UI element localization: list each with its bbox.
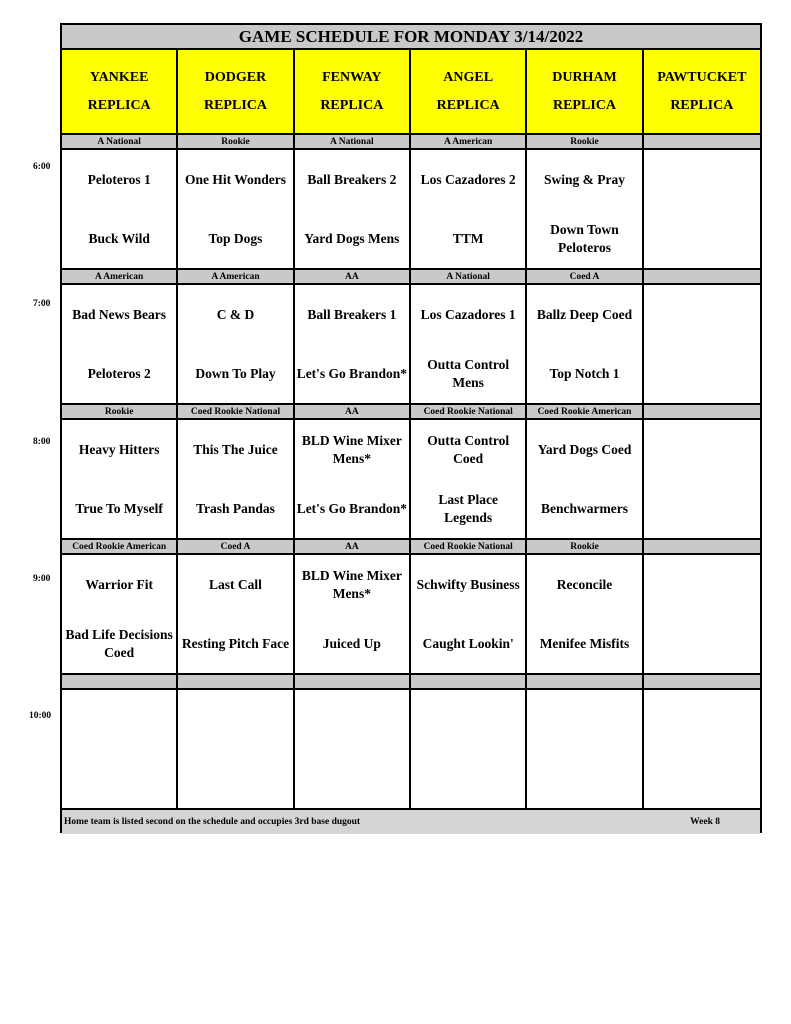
away-team: Yard Dogs Coed [537, 441, 632, 457]
division-label: Coed Rookie American [527, 405, 643, 420]
away-team: Warrior Fit [85, 576, 153, 592]
division-label: A American [411, 135, 527, 150]
game-cell [527, 555, 643, 675]
home-team: Trash Pandas [196, 500, 275, 516]
game-cell [644, 690, 760, 810]
home-team [644, 344, 760, 403]
home-team [644, 209, 760, 268]
game-cell [178, 285, 294, 405]
field-subtitle: REPLICA [203, 97, 267, 113]
home-team: Benchwarmers [541, 500, 628, 516]
away-team: This The Juice [193, 441, 278, 457]
division-label: Rookie [527, 540, 643, 555]
home-team: Bad Life Decisions Coed [65, 626, 173, 660]
footer-note: Home team is listed second on the schedule and occupies 3rd base dugout [64, 817, 361, 827]
field-name: FENWAY [322, 69, 382, 85]
home-team [644, 749, 760, 808]
game-cell [411, 555, 527, 675]
away-team [527, 690, 641, 749]
field-name: ANGEL [443, 69, 494, 85]
schedule-table [60, 23, 762, 833]
field-name: DURHAM [552, 69, 617, 85]
away-team [644, 150, 760, 209]
away-team: BLD Wine Mixer Mens* [301, 567, 402, 601]
field-header [411, 50, 527, 135]
division-label: AA [295, 270, 411, 285]
game-cell [178, 150, 294, 270]
field-header [178, 50, 294, 135]
away-team [411, 690, 525, 749]
away-team: Los Cazadores 1 [420, 306, 516, 322]
away-team: Bad News Bears [72, 306, 167, 322]
division-label [644, 675, 760, 690]
away-team [62, 690, 176, 749]
field-subtitle: REPLICA [320, 97, 384, 113]
division-label [178, 675, 294, 690]
game-cell [411, 150, 527, 270]
division-label: Coed Rookie National [411, 405, 527, 420]
home-team [178, 749, 292, 808]
division-label: Rookie [62, 405, 178, 420]
game-cell [295, 150, 411, 270]
game-cell [295, 420, 411, 540]
division-label [62, 675, 178, 690]
field-subtitle: REPLICA [436, 97, 500, 113]
game-cell [527, 285, 643, 405]
home-team: Peloteros 2 [87, 365, 151, 381]
away-team: Peloteros 1 [87, 171, 151, 187]
away-team: Last Call [209, 576, 262, 592]
game-cell [644, 150, 760, 270]
time-label: 10:00 [29, 711, 52, 721]
game-cell [62, 150, 178, 270]
away-team [295, 690, 409, 749]
home-team: TTM [452, 230, 484, 246]
footer-row [62, 810, 760, 834]
field-subtitle: REPLICA [87, 97, 151, 113]
field-name: YANKEE [89, 69, 149, 85]
division-label [644, 540, 760, 555]
home-team [295, 749, 409, 808]
division-label: Rookie [178, 135, 294, 150]
home-team [644, 614, 760, 673]
home-team: Yard Dogs Mens [304, 230, 400, 246]
time-label: 7:00 [33, 299, 51, 309]
division-label: A American [178, 270, 294, 285]
game-cell [295, 555, 411, 675]
away-team [178, 690, 292, 749]
home-team: Let's Go Brandon* [296, 500, 407, 516]
home-team: Outta Control Mens [427, 356, 510, 390]
game-cell [527, 690, 643, 810]
division-label: Coed Rookie National [411, 540, 527, 555]
field-subtitle: REPLICA [670, 97, 734, 113]
game-cell [644, 420, 760, 540]
division-label: A National [295, 135, 411, 150]
division-label: A American [62, 270, 178, 285]
division-label [644, 135, 760, 150]
division-label [644, 270, 760, 285]
game-cell [178, 420, 294, 540]
division-label: A National [62, 135, 178, 150]
home-team: Let's Go Brandon* [296, 365, 407, 381]
division-label: AA [295, 540, 411, 555]
away-team: BLD Wine Mixer Mens* [301, 432, 402, 466]
game-cell [411, 285, 527, 405]
division-label: A National [411, 270, 527, 285]
away-team: Schwifty Business [416, 576, 520, 592]
home-team: Menifee Misfits [539, 635, 630, 651]
game-cell [295, 285, 411, 405]
game-cell [62, 555, 178, 675]
time-label: 8:00 [33, 437, 51, 447]
home-team [644, 479, 760, 538]
week-label: Week 8 [690, 817, 720, 827]
home-team: Resting Pitch Face [181, 635, 290, 651]
division-label: Coed Rookie American [62, 540, 178, 555]
game-cell [411, 690, 527, 810]
field-header [644, 50, 760, 135]
game-cell [62, 690, 178, 810]
division-label: Coed A [178, 540, 294, 555]
division-label [411, 675, 527, 690]
away-team [644, 690, 760, 749]
division-label [295, 675, 411, 690]
away-team: Ball Breakers 2 [307, 171, 397, 187]
division-label: Coed A [527, 270, 643, 285]
home-team: Last Place Legends [438, 491, 498, 525]
field-name: DODGER [204, 69, 267, 85]
home-team: Buck Wild [88, 230, 150, 246]
division-label: AA [295, 405, 411, 420]
away-team: Reconcile [556, 576, 613, 592]
game-cell [62, 420, 178, 540]
away-team [644, 420, 760, 479]
field-subtitle: REPLICA [552, 97, 616, 113]
home-team [62, 749, 176, 808]
schedule-title: GAME SCHEDULE FOR MONDAY 3/14/2022 [62, 25, 760, 50]
away-team: Heavy Hitters [78, 441, 160, 457]
away-team [644, 285, 760, 344]
home-team: True To Myself [75, 500, 163, 516]
away-team: Los Cazadores 2 [420, 171, 516, 187]
home-team: Down Town Peloteros [550, 221, 619, 255]
away-team: Ballz Deep Coed [536, 306, 633, 322]
home-team [527, 749, 641, 808]
home-team [411, 749, 525, 808]
away-team: Outta Control Coed [427, 432, 510, 466]
time-label: 6:00 [33, 162, 51, 172]
game-cell [295, 690, 411, 810]
field-name: PAWTUCKET [657, 69, 747, 85]
home-team: Top Notch 1 [549, 365, 620, 381]
home-team: Top Dogs [208, 230, 263, 246]
division-label: Rookie [527, 135, 643, 150]
game-cell [644, 285, 760, 405]
division-label: Coed Rookie National [178, 405, 294, 420]
division-label [644, 405, 760, 420]
division-label [527, 675, 643, 690]
game-cell [178, 690, 294, 810]
home-team: Caught Lookin' [422, 635, 514, 651]
game-cell [527, 420, 643, 540]
away-team [644, 555, 760, 614]
game-cell [644, 555, 760, 675]
game-cell [178, 555, 294, 675]
game-cell [62, 285, 178, 405]
home-team: Down To Play [195, 365, 276, 381]
away-team: Swing & Pray [543, 171, 625, 187]
home-team: Juiced Up [322, 635, 381, 651]
game-cell [527, 150, 643, 270]
away-team: One Hit Wonders [184, 171, 286, 187]
away-team: Ball Breakers 1 [307, 306, 397, 322]
field-header [295, 50, 411, 135]
time-label: 9:00 [33, 574, 51, 584]
game-cell [411, 420, 527, 540]
away-team: C & D [216, 306, 255, 322]
field-header [527, 50, 643, 135]
field-header [62, 50, 178, 135]
